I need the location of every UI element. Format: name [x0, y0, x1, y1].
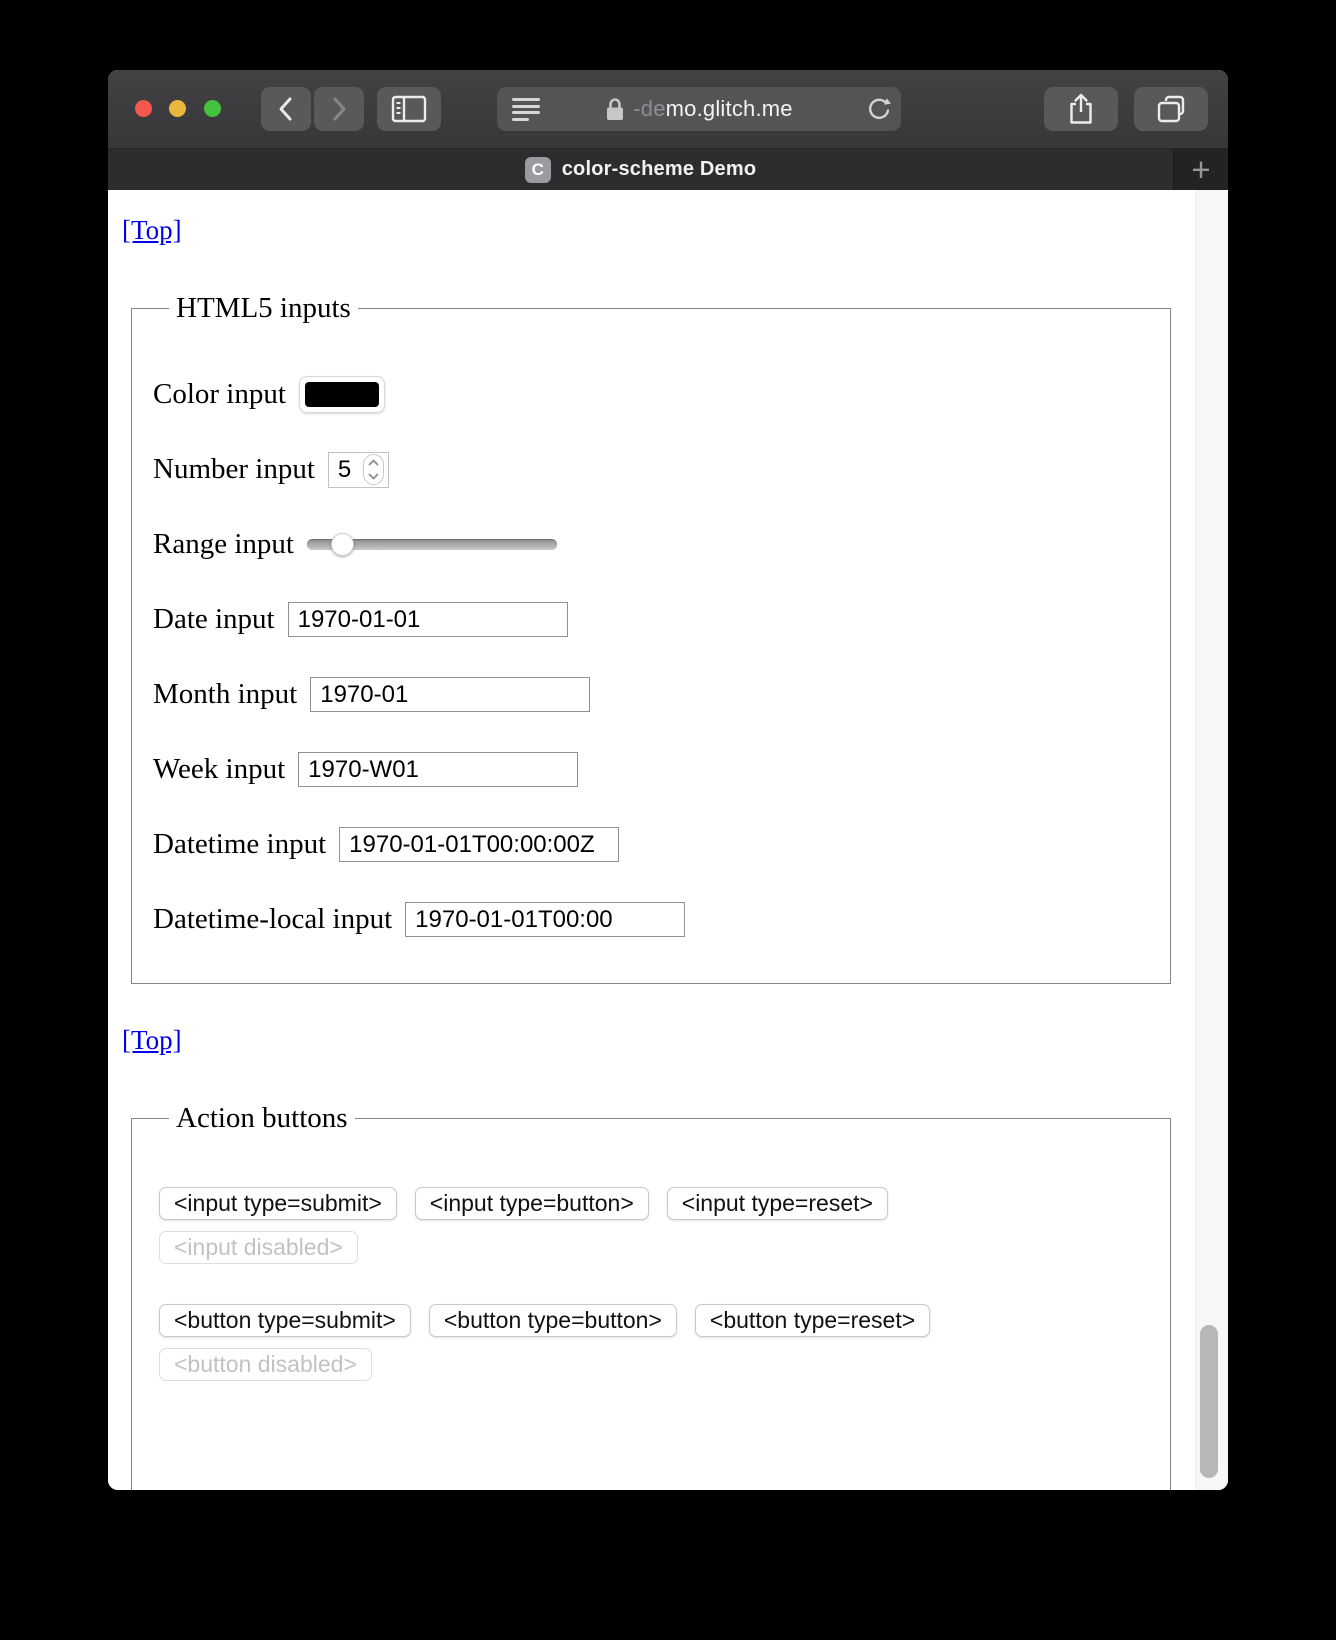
tabs-overview-icon [1156, 94, 1186, 124]
fieldset-action-buttons-legend: Action buttons [176, 1102, 348, 1134]
range-input-row [153, 526, 1170, 563]
input-submit-button[interactable]: <input type=submit> [159, 1187, 397, 1220]
url-text [633, 96, 793, 122]
active-tab[interactable] [108, 149, 1173, 190]
input-button-button[interactable]: <input type=button> [415, 1187, 649, 1220]
datetime-local-input-row [153, 901, 1170, 938]
button-submit-button[interactable]: <button type=submit> [159, 1304, 411, 1337]
number-input[interactable] [328, 452, 389, 488]
fieldset-action-buttons [131, 1102, 1171, 1490]
button-disabled-row [159, 1348, 1170, 1381]
datetime-local-input[interactable]: 1970-01-01T00:00 [405, 902, 685, 937]
tab-favicon: C [525, 157, 551, 183]
input-buttons-row [159, 1187, 1170, 1220]
month-input-row [153, 676, 1170, 713]
show-tabs-button[interactable] [1134, 87, 1208, 131]
fieldset-html5-inputs [131, 292, 1171, 984]
close-window-button[interactable] [135, 100, 152, 117]
input-reset-button[interactable]: <input type=reset> [667, 1187, 888, 1220]
date-input-label: Date input [153, 603, 275, 635]
color-input[interactable] [299, 376, 385, 413]
datetime-input-label: Datetime input [153, 828, 327, 860]
url-faded-segment: -de [633, 96, 666, 121]
datetime-local-input-label: Datetime-local input [153, 903, 393, 935]
range-input-label: Range input [153, 528, 294, 560]
address-bar[interactable] [497, 87, 901, 131]
input-disabled-row [159, 1231, 1170, 1264]
chevron-right-icon [330, 95, 348, 123]
tab-bar [108, 149, 1228, 190]
button-button-button[interactable]: <button type=button> [429, 1304, 677, 1337]
browser-toolbar [108, 70, 1228, 149]
range-input[interactable] [307, 533, 557, 556]
share-button[interactable] [1044, 87, 1118, 131]
chevron-left-icon [277, 95, 295, 123]
input-disabled-button: <input disabled> [159, 1231, 358, 1264]
reader-icon[interactable] [512, 98, 540, 120]
color-input-row [153, 376, 1170, 413]
top-link-2[interactable]: [Top] [122, 1025, 182, 1055]
week-input[interactable]: 1970-W01 [298, 752, 578, 787]
number-stepper[interactable] [363, 454, 384, 485]
range-thumb[interactable] [331, 533, 354, 556]
datetime-input[interactable]: 1970-01-01T00:00:00Z [339, 827, 619, 862]
fieldset-html5-inputs-legend: HTML5 inputs [176, 292, 351, 324]
scrollbar-thumb[interactable] [1200, 1325, 1218, 1478]
minimize-window-button[interactable] [169, 100, 186, 117]
new-tab-button[interactable]: + [1174, 149, 1228, 190]
forward-button[interactable] [314, 87, 364, 131]
color-input-swatch [305, 382, 379, 407]
page-content [108, 190, 1228, 1490]
color-input-label: Color input [153, 378, 286, 410]
datetime-input-row [153, 826, 1170, 863]
number-input-value: 5 [337, 455, 352, 483]
month-input-label: Month input [153, 678, 298, 710]
url-host: mo.glitch.me [665, 96, 793, 121]
top-link-1[interactable]: [Top] [122, 215, 182, 245]
zoom-window-button[interactable] [204, 100, 221, 117]
number-input-label: Number input [153, 453, 315, 485]
number-input-row [153, 451, 1170, 488]
button-disabled-button: <button disabled> [159, 1348, 372, 1381]
tab-title: color-scheme Demo [561, 158, 757, 180]
stepper-down-icon [368, 473, 379, 480]
scrollbar-track[interactable] [1195, 190, 1228, 1490]
button-buttons-row [159, 1304, 1170, 1337]
back-button[interactable] [261, 87, 311, 131]
week-input-row [153, 751, 1170, 788]
date-input-row [153, 601, 1170, 638]
month-input[interactable]: 1970-01 [310, 677, 590, 712]
lock-icon [605, 96, 625, 122]
safari-window [108, 70, 1228, 1490]
date-input[interactable]: 1970-01-01 [288, 602, 568, 637]
stepper-up-icon [368, 459, 379, 466]
sidebar-icon [391, 95, 427, 123]
week-input-label: Week input [153, 753, 286, 785]
button-reset-button[interactable]: <button type=reset> [695, 1304, 930, 1337]
sidebar-button[interactable] [377, 87, 441, 131]
share-icon [1066, 92, 1096, 126]
refresh-button[interactable] [866, 97, 891, 122]
